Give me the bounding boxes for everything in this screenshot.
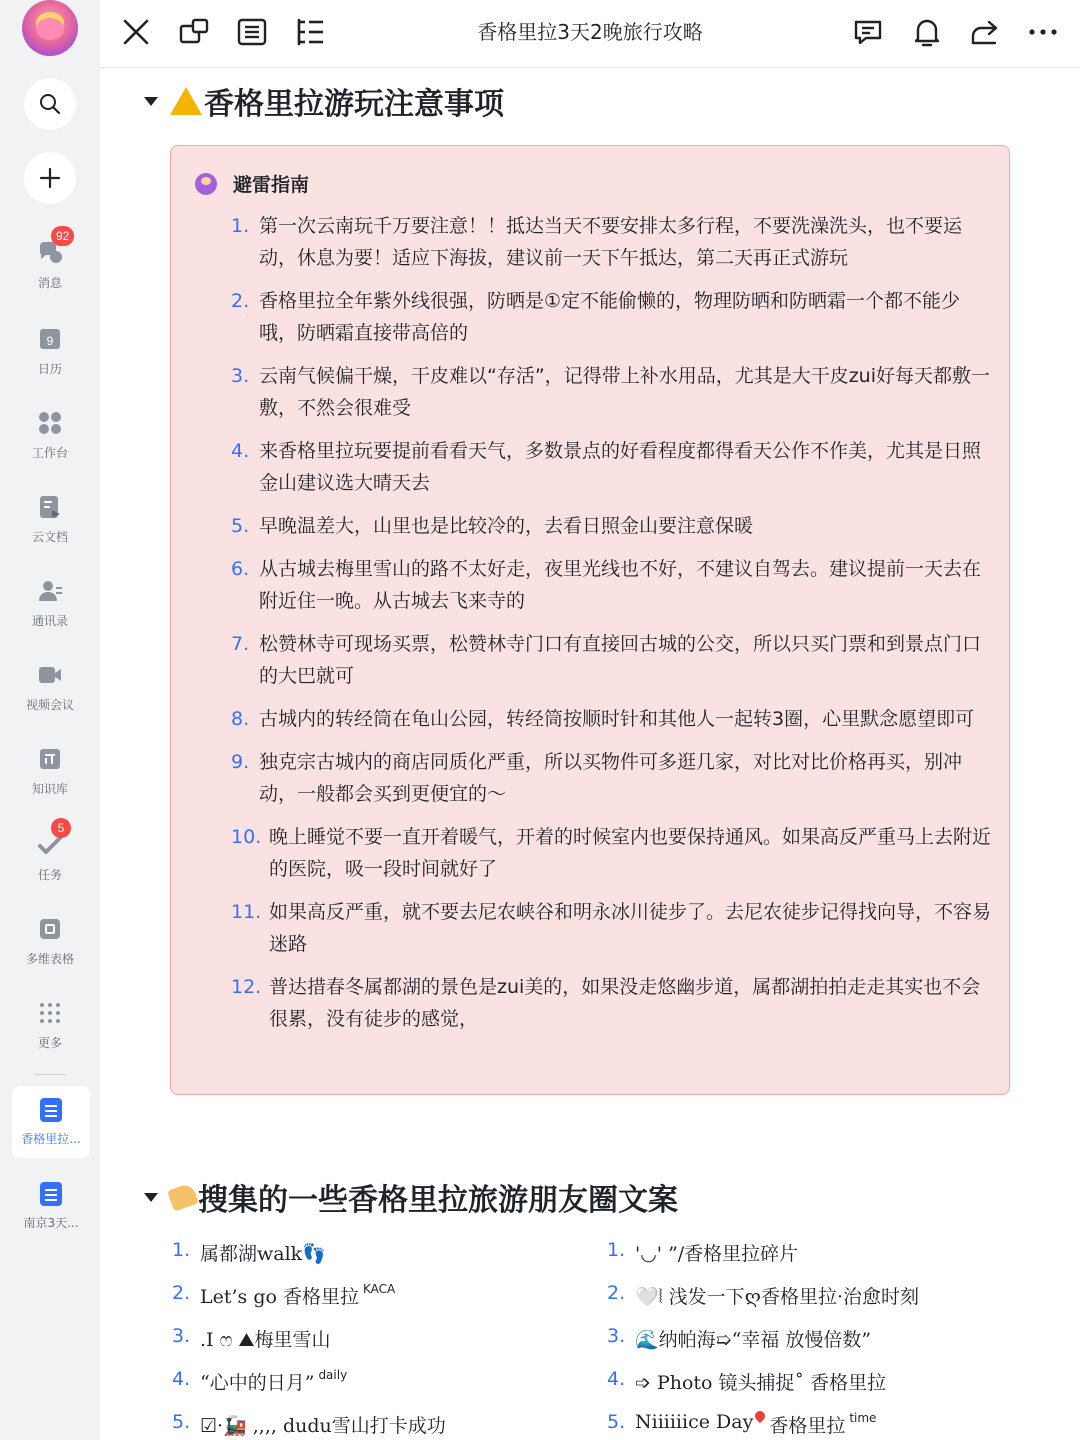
list-item — [231, 746, 991, 810]
sidebar-item-label: 云文档 — [31, 530, 68, 544]
list-number: 1. — [231, 215, 250, 237]
callout-title — [195, 170, 309, 197]
list-item — [231, 896, 991, 960]
caption-item — [607, 1368, 1027, 1411]
video-icon — [37, 662, 63, 688]
document-body — [100, 69, 1080, 1440]
section-heading-captions — [144, 1175, 678, 1219]
plus-icon — [38, 166, 62, 190]
open-doc-tab-active[interactable] — [12, 1086, 90, 1158]
list-number: 10. — [231, 826, 262, 848]
list-number: 11. — [231, 901, 262, 923]
toc-icon — [295, 17, 325, 47]
caption-text: 🤍⦚ 浅发一下ღ香格里拉·治愈时刻 — [635, 1286, 920, 1308]
sidebar-item-workbench[interactable] — [0, 410, 100, 480]
list-item — [231, 360, 991, 424]
list-text: 普达措春冬属都湖的景色是zui美的，如果没走悠幽步道，属都湖拍拍走走其实也不会很累，没有徒步的感觉， — [269, 976, 981, 1030]
new-window-icon — [179, 18, 209, 46]
caption-text: “心中的日月” — [200, 1372, 315, 1394]
person-gesturing-icon — [195, 173, 217, 195]
caption-text: ➩ Photo 镜头捕捉˚ 香格里拉 — [635, 1372, 887, 1394]
new-window-button[interactable] — [172, 12, 216, 52]
list-number: 4. — [231, 440, 250, 462]
comments-button[interactable] — [846, 12, 890, 52]
list-number: 7. — [231, 633, 250, 655]
caption-superscript: time — [849, 1411, 877, 1425]
table-of-contents-button[interactable] — [288, 12, 332, 52]
caption-item — [607, 1411, 1027, 1440]
caption-text: .I ෆ ⛰梅里雪山 — [200, 1329, 331, 1351]
caption-text: 属都湖walk👣 — [200, 1243, 326, 1265]
knowledge-icon — [37, 746, 63, 772]
caption-item — [172, 1411, 592, 1440]
list-text: 古城内的转经筒在龟山公园，转经筒按顺时针和其他人一起转3圈，心里默念愿望即可 — [259, 708, 975, 730]
caption-text: 🌊纳帕海➯“幸福 放慢倍数” — [635, 1329, 872, 1351]
list-item — [231, 821, 991, 885]
tasks-badge: 5 — [51, 818, 71, 838]
document-title: 香格里拉3天2晚旅行攻略 — [477, 20, 703, 44]
sidebar-item-tasks[interactable] — [0, 821, 100, 902]
list-text: 第一次云南玩千万要注意！！抵达当天不要安排太多行程，不要洗澡洗头，也不要运动，休息为要！适应下海拔，建议前一天下午抵达，第二天再正式游玩 — [259, 215, 963, 269]
chat-bubbles-icon — [37, 229, 70, 266]
list-text: 早晚温差大，山里也是比较冷的，去看日照金山要注意保暖 — [259, 515, 754, 537]
create-button[interactable] — [24, 152, 76, 204]
calendar-icon — [37, 326, 63, 352]
list-item — [231, 553, 991, 617]
caption-item — [172, 1282, 592, 1325]
list-icon — [237, 18, 267, 46]
list-number: 2. — [172, 1282, 191, 1304]
sidebar-item-contacts[interactable] — [0, 578, 100, 648]
sidebar-item-label: 消息 — [37, 276, 62, 290]
open-doc-tab[interactable] — [12, 1170, 90, 1242]
sidebar-item-messages[interactable] — [0, 229, 100, 310]
document-icon — [40, 1182, 62, 1206]
section-heading-tips — [144, 79, 504, 123]
workbench-icon — [37, 410, 63, 436]
list-number: 1. — [607, 1239, 626, 1261]
captions-list-left — [172, 1239, 592, 1440]
list-number: 4. — [607, 1368, 626, 1390]
list-text: 香格里拉全年紫外线很强，防晒是①定不能偷懒的，物理防晒和防晒霜一个都不能少哦，防晒霜直接带高倍的 — [259, 290, 961, 344]
caption-text: Let’s go 香格里拉 — [200, 1286, 359, 1308]
writing-hand-icon — [167, 1182, 199, 1212]
caption-text: '◡' ”/香格里拉碎片 — [635, 1243, 799, 1265]
callout-block — [170, 145, 1010, 1095]
outline-button[interactable] — [230, 12, 274, 52]
notifications-button[interactable] — [905, 12, 949, 52]
caption-item — [607, 1282, 1027, 1325]
sidebar-item-label: 多维表格 — [25, 952, 74, 966]
sidebar-item-cloud-docs[interactable] — [0, 494, 100, 564]
task-icon — [37, 821, 65, 858]
list-number: 2. — [607, 1282, 626, 1304]
list-item — [231, 210, 991, 274]
more-options-button[interactable] — [1021, 12, 1065, 52]
close-button[interactable] — [114, 12, 158, 52]
list-text: 晚上睡觉不要一直开着暖气，开着的时候室内也要保持通风。如果高反严重马上去附近的医院，吸一段时间就好了 — [269, 826, 992, 880]
collapse-caret-icon[interactable] — [144, 1193, 158, 1202]
sidebar-item-video-meeting[interactable] — [0, 662, 100, 732]
contacts-icon — [37, 578, 63, 604]
list-number: 5. — [172, 1411, 191, 1433]
caption-text: Niiiiiice Day — [635, 1411, 754, 1433]
sidebar-item-base[interactable] — [0, 916, 100, 986]
sidebar-divider — [34, 1074, 66, 1075]
tips-list — [231, 210, 991, 1046]
list-item — [231, 971, 991, 1035]
list-item — [231, 628, 991, 692]
sidebar-item-more[interactable] — [0, 1000, 100, 1070]
ellipsis-icon — [1028, 27, 1058, 37]
search-button[interactable] — [24, 78, 76, 130]
bell-icon — [913, 17, 941, 47]
open-doc-label: 南京3天... — [23, 1216, 79, 1230]
sidebar-item-knowledge-base[interactable] — [0, 746, 100, 816]
sidebar-item-label: 日历 — [37, 362, 62, 376]
callout-title-text: 避雷指南 — [233, 174, 310, 196]
list-number: 5. — [231, 515, 250, 537]
collapse-caret-icon[interactable] — [144, 97, 158, 106]
list-number: 6. — [231, 558, 250, 580]
list-item — [231, 435, 991, 499]
more-grid-icon — [37, 1000, 63, 1026]
avatar[interactable] — [22, 0, 78, 56]
sidebar-item-calendar[interactable] — [0, 326, 100, 396]
list-item — [231, 703, 991, 735]
top-bar — [100, 0, 1080, 68]
list-number: 2. — [231, 290, 250, 312]
caption-item — [607, 1239, 1027, 1282]
list-number: 3. — [607, 1325, 626, 1347]
list-number: 12. — [231, 976, 262, 998]
caption-text: 香格里拉 — [769, 1415, 846, 1437]
messages-badge: 92 — [51, 226, 74, 246]
sidebar-item-label: 更多 — [37, 1036, 62, 1050]
caption-item — [172, 1368, 592, 1411]
caption-item — [172, 1325, 592, 1368]
open-doc-label: 香格里拉... — [21, 1132, 81, 1146]
list-text: 从古城去梅里雪山的路不太好走，夜里光线也不好，不建议自驾去。建议提前一天去在附近住一晚。从古城去飞来寺的 — [259, 558, 982, 612]
comment-icon — [853, 18, 883, 46]
caption-superscript: daily — [318, 1368, 348, 1382]
section-heading-text: 搜集的一些香格里拉旅游朋友圈文案 — [198, 1183, 678, 1218]
list-number: 1. — [172, 1239, 191, 1261]
warning-icon — [170, 87, 202, 115]
caption-item — [172, 1239, 592, 1282]
sidebar-item-label: 知识库 — [31, 782, 68, 796]
list-number: 9. — [231, 751, 250, 773]
sidebar-item-label: 任务 — [37, 868, 62, 882]
sidebar-item-label: 工作台 — [31, 446, 68, 460]
section-heading-text: 香格里拉游玩注意事项 — [204, 87, 504, 122]
cloud-doc-icon — [37, 494, 63, 520]
list-number: 3. — [231, 365, 250, 387]
list-number: 4. — [172, 1368, 191, 1390]
list-text: 独克宗古城内的商店同质化严重，所以买物件可多逛几家，对比对比价格再买，别冲动，一般都会买到更便宜的～ — [259, 751, 963, 805]
document-icon — [40, 1098, 62, 1122]
sidebar-item-label: 通讯录 — [31, 614, 68, 628]
location-pin-icon — [753, 1409, 767, 1423]
caption-item — [607, 1325, 1027, 1368]
share-icon — [970, 18, 1000, 46]
list-number: 3. — [172, 1325, 191, 1347]
list-number: 5. — [607, 1411, 626, 1433]
search-icon — [38, 92, 62, 116]
sidebar — [0, 0, 100, 1440]
list-text: 云南气候偏干燥，干皮难以“存活”，记得带上补水用品，尤其是大干皮zui好每天都敷一敷，不然会很难受 — [259, 365, 990, 419]
list-text: 来香格里拉玩要提前看看天气，多数景点的好看程度都得看天公作不作美，尤其是日照金山建议选大晴天去 — [259, 440, 982, 494]
close-icon — [122, 18, 150, 46]
share-button[interactable] — [963, 12, 1007, 52]
list-item — [231, 510, 991, 542]
list-item — [231, 285, 991, 349]
sidebar-item-label: 视频会议 — [25, 698, 74, 712]
calendar-icon-date: 9 — [46, 334, 54, 348]
caption-superscript: KACA — [362, 1282, 396, 1296]
list-text: 如果高反严重，就不要去尼农峡谷和明永冰川徒步了。去尼农徒步记得找向导，不容易迷路 — [269, 901, 992, 955]
list-number: 8. — [231, 708, 250, 730]
caption-text: ☑·🚂 ,,,, dudu雪山打卡成功 — [200, 1415, 446, 1437]
list-text: 松赞林寺可现场买票，松赞林寺门口有直接回古城的公交，所以只买门票和到景点门口的大巴就可 — [259, 633, 982, 687]
base-icon — [37, 916, 63, 942]
captions-list-right — [607, 1239, 1027, 1440]
